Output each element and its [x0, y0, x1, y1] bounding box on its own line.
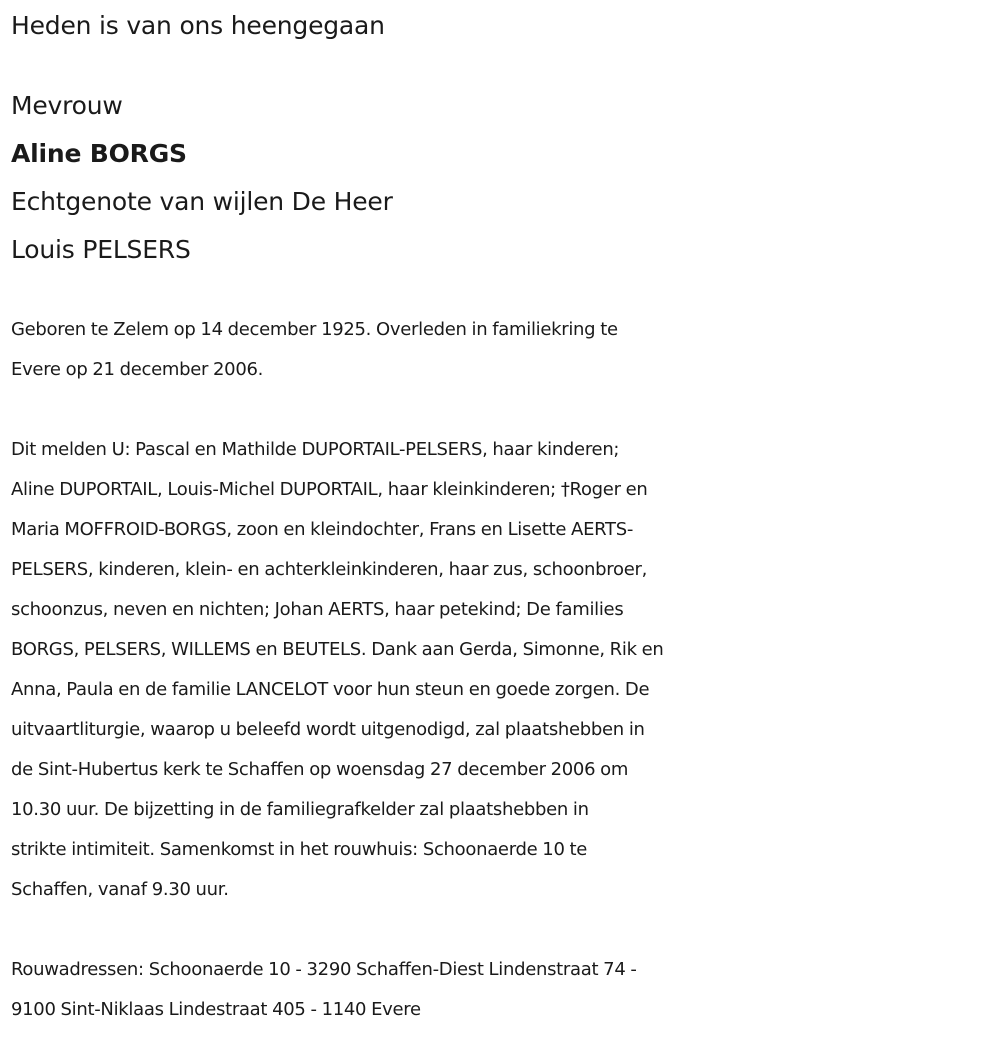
- address-line: 9100 Sint-Niklaas Lindestraat 405 - 1140 Evere: [11, 999, 421, 1020]
- relation-text: Echtgenote van wijlen De Heer: [11, 187, 393, 216]
- announcement-line: 10.30 uur. De bijzetting in de familiegrafkelder zal plaatshebben in: [11, 799, 589, 820]
- announcement-line: de Sint-Hubertus kerk te Schaffen op woensdag 27 december 2006 om: [11, 759, 629, 780]
- announcement-line: strikte intimiteit. Samenkomst in het rouwhuis: Schoonaerde 10 te: [11, 839, 588, 860]
- birth-death-line: Evere op 21 december 2006.: [11, 359, 264, 380]
- intro-text: Heden is van ons heengegaan: [11, 11, 385, 40]
- announcement-line: schoonzus, neven en nichten; Johan AERTS, haar petekind; De families: [11, 599, 624, 620]
- announcement-line: Maria MOFFROID-BORGS, zoon en kleindochter, Frans en Lisette AERTS-: [11, 519, 634, 540]
- announcement-paragraph: [11, 430, 991, 910]
- birth-death-paragraph: [11, 310, 991, 390]
- address-line: Rouwadressen: Schoonaerde 10 - 3290 Schaffen-Diest Lindenstraat 74 -: [11, 959, 637, 980]
- announcement-line: BORGS, PELSERS, WILLEMS en BEUTELS. Dank aan Gerda, Simonne, Rik en: [11, 639, 664, 660]
- announcement-line: PELSERS, kinderen, klein- en achterkleinkinderen, haar zus, schoonbroer,: [11, 559, 647, 580]
- announcement-line: Aline DUPORTAIL, Louis-Michel DUPORTAIL, haar kleinkinderen; †Roger en: [11, 479, 648, 500]
- announcement-line: Dit melden U: Pascal en Mathilde DUPORTAIL-PELSERS, haar kinderen;: [11, 439, 620, 460]
- deceased-name: Aline BORGS: [11, 139, 187, 168]
- announcement-line: Schaffen, vanaf 9.30 uur.: [11, 879, 229, 900]
- announcement-line: Anna, Paula en de familie LANCELOT voor hun steun en goede zorgen. De: [11, 679, 650, 700]
- spouse-name: Louis PELSERS: [11, 235, 191, 264]
- announcement-line: uitvaartliturgie, waarop u beleefd wordt uitgenodigd, zal plaatshebben in: [11, 719, 645, 740]
- birth-death-line: Geboren te Zelem op 14 december 1925. Overleden in familiekring te: [11, 319, 618, 340]
- addresses-paragraph: [11, 950, 991, 1030]
- salutation: Mevrouw: [11, 91, 123, 120]
